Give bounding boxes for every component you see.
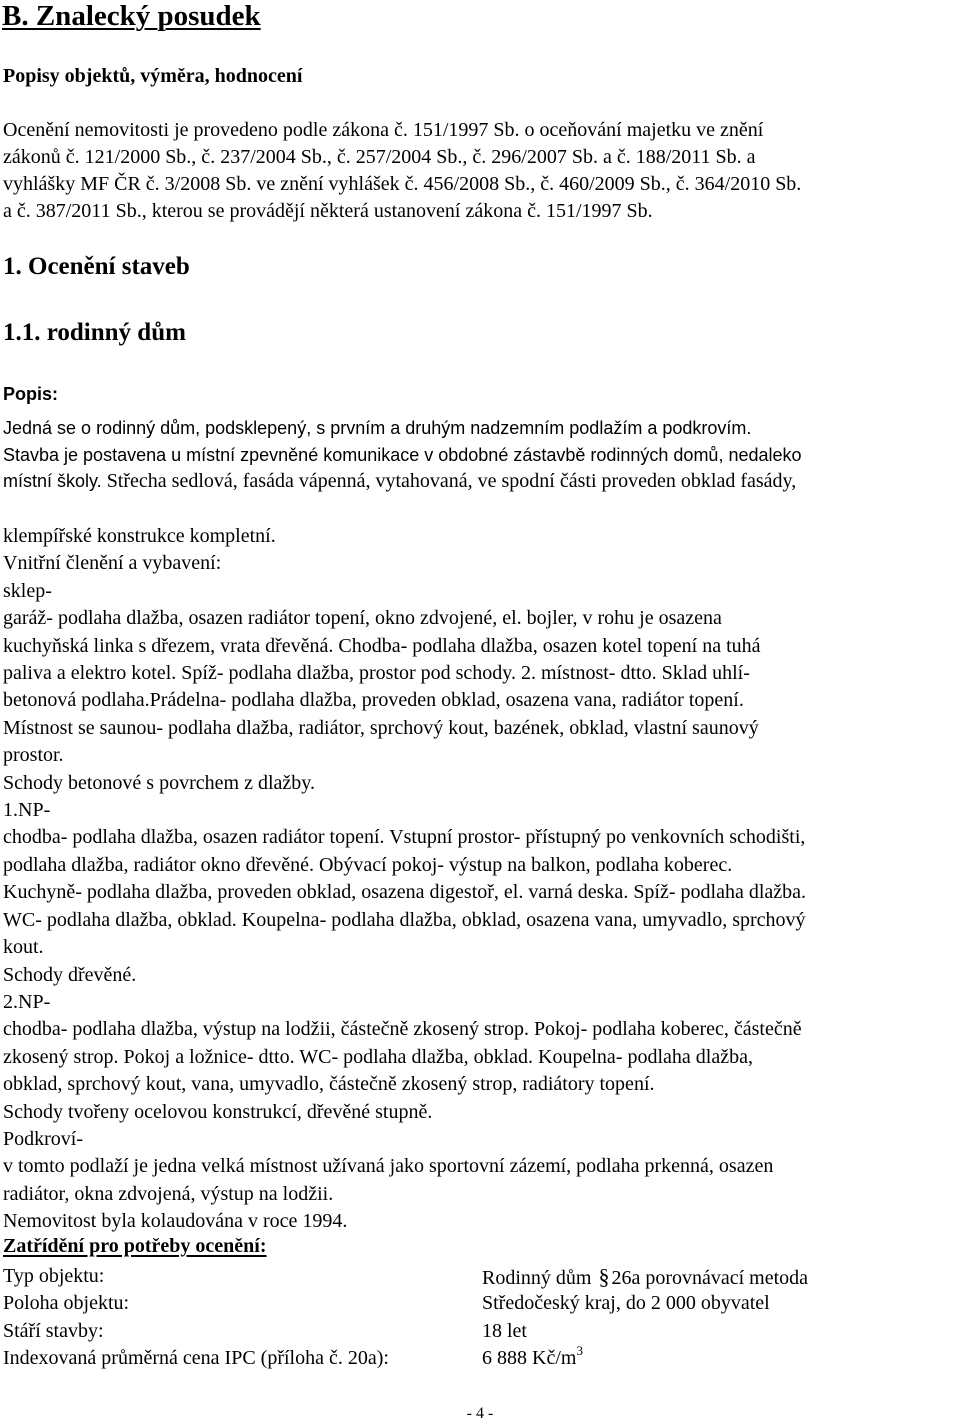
body-line: 1.NP- — [3, 799, 51, 822]
classification-row — [3, 1345, 953, 1372]
popis-line: Stavba je postavena u místní zpevněné komunikace v obdobné zástavbě rodinných domů, nedaleko — [3, 444, 802, 465]
popis-sans-block — [3, 415, 958, 495]
row-value — [482, 1345, 583, 1372]
body-line: Kuchyně- podlaha dlažba, proveden obklad, osazena digestoř, el. varná deska. Spíž- podlaha dlažba. — [3, 881, 807, 904]
value-main: 6 888 Kč/m — [482, 1347, 577, 1370]
popis-line-serif-part: Střecha sedlová, fasáda vápenná, vytahovaná, ve spodní části proveden obklad fasády, — [101, 470, 797, 492]
body-line: Schody dřevěné. — [3, 963, 137, 986]
classification-row — [3, 1263, 953, 1290]
body-line: Podkroví- — [3, 1127, 83, 1150]
page-number: - 4 - — [466, 1405, 494, 1422]
intro-line: a č. 387/2011 Sb., kterou se provádějí některá ustanovení zákona č. 151/1997 Sb. — [3, 200, 653, 222]
value-post: 26a porovnávací metoda — [611, 1267, 809, 1289]
heading-ocen-staveb: 1. Ocenění staveb — [3, 253, 190, 280]
classification-row — [3, 1290, 953, 1317]
body-line: garáž- podlaha dlažba, osazen radiátor topení, okno zdvojené, el. bojler, v rohu je osazena — [3, 607, 722, 630]
classification-table — [3, 1263, 953, 1373]
row-value — [482, 1263, 808, 1292]
body-line: kuchyňská linka s dřezem, vrata dřevěná. Chodba- podlaha dlažba, osazen kotel topení na tuhá — [3, 634, 761, 657]
body-line: Místnost se saunou- podlaha dlažba, radiátor, sprchový kout, bazének, obklad, vlastní saunový — [3, 716, 759, 739]
heading-rodinny-dum: 1.1. rodinný dům — [3, 319, 186, 346]
intro-line: vyhlášky MF ČR č. 3/2008 Sb. ve znění vyhlášek č. 456/2008 Sb., č. 460/2009 Sb., č. 364/2010 Sb. — [3, 173, 802, 195]
popis-line: Jedná se o rodinný dům, podsklepený, s prvním a druhým nadzemním podlažím a podkrovím. — [3, 418, 752, 438]
body-line: Schody betonové s povrchem z dlažby. — [3, 771, 315, 794]
body-line: podlaha dlažba, radiátor okno dřevěné. Obývací pokoj- výstup na balkon, podlaha koberec. — [3, 853, 733, 876]
body-line: betonová podlaha.Prádelna- podlaha dlažba, proveden obklad, osazena vana, radiátor topení. — [3, 689, 744, 712]
popis-line-sans-part: místní školy. — [3, 471, 102, 491]
section-sign: § — [598, 1264, 610, 1289]
intro-paragraph — [3, 117, 958, 225]
body-line: radiátor, okna zdvojená, výstup na lodžii. — [3, 1182, 334, 1205]
row-value: 18 let — [482, 1319, 527, 1342]
body-line: Nemovitost byla kolaudována v roce 1994. — [3, 1210, 348, 1233]
popis-line — [3, 468, 958, 495]
body-line: kout. — [3, 936, 44, 959]
value-pre: Rodinný dům — [482, 1267, 592, 1289]
body-line: Schody tvořeny ocelovou konstrukcí, dřevěné stupně. — [3, 1100, 433, 1123]
body-line: chodba- podlaha dlažba, výstup na lodžii, částečně zkosený strop. Pokoj- podlaha koberec, částečně — [3, 1018, 802, 1041]
row-label: Typ objektu: — [3, 1265, 105, 1287]
body-line: paliva a elektro kotel. Spíž- podlaha dlažba, prostor pod schody. 2. místnost- dtto. Sklad uhlí- — [3, 662, 750, 685]
classification-title: Zatřídění pro potřeby ocenění: — [3, 1235, 267, 1257]
body-line: WC- podlaha dlažba, obklad. Koupelna- podlaha dlažba, obklad, osazena vana, umyvadlo, sprchový — [3, 908, 806, 931]
body-line: v tomto podlaží je jedna velká místnost užívaná jako sportovní zázemí, podlaha prkenná, osazen — [3, 1155, 774, 1178]
popis-label: Popis: — [3, 384, 59, 404]
popis-serif-block — [3, 523, 958, 1236]
body-line: klempířské konstrukce kompletní. — [3, 525, 276, 547]
intro-line: zákonů č. 121/2000 Sb., č. 237/2004 Sb., č. 257/2004 Sb., č. 296/2007 Sb. a č. 188/2011 Sb. a — [3, 146, 756, 168]
row-label: Poloha objektu: — [3, 1292, 130, 1315]
row-value: Středočeský kraj, do 2 000 obyvatel — [482, 1292, 770, 1315]
superscript: 3 — [576, 1343, 583, 1359]
body-line: zkosený strop. Pokoj a ložnice- dtto. WC- podlaha dlažba, obklad. Koupelna- podlaha dlažba, — [3, 1045, 753, 1068]
body-line: prostor. — [3, 744, 64, 767]
row-label: Indexovaná průměrná cena IPC (příloha č. 20a): — [3, 1347, 389, 1370]
body-line: sklep- — [3, 579, 52, 602]
row-label: Stáří stavby: — [3, 1319, 104, 1342]
body-line: Vnitřní členění a vybavení: — [3, 552, 222, 575]
body-line: chodba- podlaha dlažba, osazen radiátor topení. Vstupní prostor- přístupný po venkovních schodišti, — [3, 826, 806, 849]
subtitle: Popisy objektů, výměra, hodnocení — [3, 65, 303, 87]
body-line: 2.NP- — [3, 990, 51, 1013]
body-line: obklad, sprchový kout, vana, umyvadlo, částečně zkosený strop, radiátory topení. — [3, 1073, 655, 1096]
intro-line: Ocenění nemovitosti je provedeno podle zákona č. 151/1997 Sb. o oceňování majetku ve znění — [3, 119, 764, 141]
section-title: B. Znalecký posudek — [2, 0, 261, 32]
classification-row — [3, 1318, 953, 1345]
